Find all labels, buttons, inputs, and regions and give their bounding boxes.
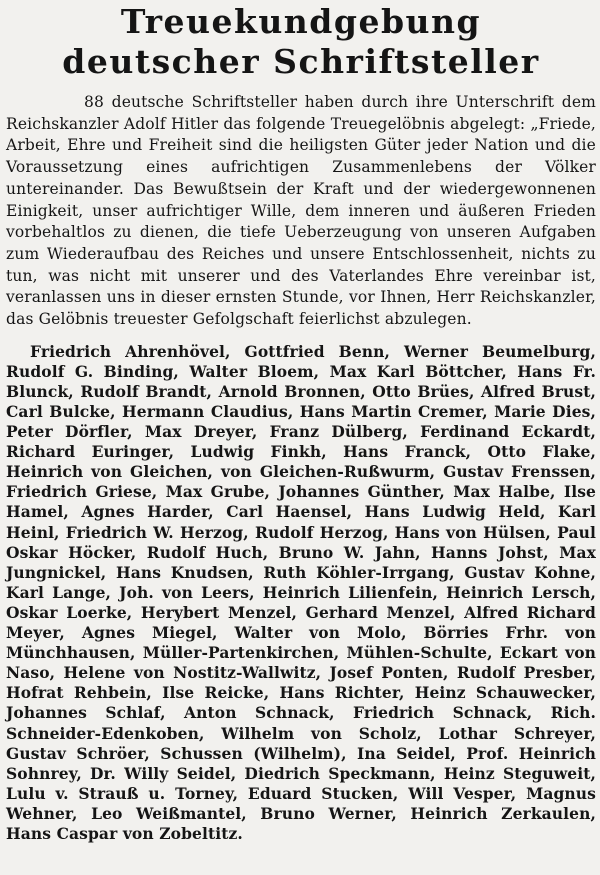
article-headline bbox=[6, 0, 596, 82]
headline-line-2: deutscher Schriftsteller bbox=[62, 42, 540, 81]
headline-line-1: Treuekundgebung bbox=[120, 2, 482, 41]
article-body-paragraph: 88 deutsche Schriftsteller haben durch ihre Unterschrift dem Reichskanzler Adolf Hitler das folgende Treuegelöbnis abgelegt: „Friede, Arbeit, Ehre und Freiheit sind die heiligsten Güter jeder Nation und die Voraussetzung eines aufrichtigen Zusammenlebens der Völker untereinander. Das Bewußtsein der Kraft und der wiedergewonnenen Einigkeit, unser aufrichtiger Wille, dem inneren und äußeren Frieden vorbehaltlos zu dienen, die tiefe Ueberzeugung von unseren Aufgaben zum Wiederaufbau des Reiches und unsere Entschlossenheit, nichts zu tun, was nicht mit unserer und des Vaterlandes Ehre vereinbar ist, veranlassen uns in dieser ernsten Stunde, vor Ihnen, Herr Reichskanzler, das Gelöbnis treuester Gefolgschaft feierlichst abzulegen. bbox=[6, 93, 596, 329]
signatories-list: Friedrich Ahrenhövel, Gottfried Benn, Werner Beumelburg, Rudolf G. Binding, Walter Bloem, Max Karl Böttcher, Hans Fr. Blunck, Rudolf Brandt, Arnold Bronnen, Otto Brües, Alfred Brust, Carl Bulcke, Hermann Claudius, Hans Martin Cremer, Marie Dies, Peter Dörfler, Max Dreyer, Franz Dülberg, Ferdinand Eckardt, Richard Euringer, Ludwig Finkh, Hans Franck, Otto Flake, Heinrich von Gleichen, von Gleichen-Rußwurm, Gustav Frenssen, Friedrich Griese, Max Grube, Johannes Günther, Max Halbe, Ilse Hamel, Agnes Harder, Carl Haensel, Hans Ludwig Held, Karl Heinl, Friedrich W. Herzog, Rudolf Herzog, Hans von Hülsen, Paul Oskar Höcker, Rudolf Huch, Bruno W. Jahn, Hanns Johst, Max Jungnickel, Hans Knudsen, Ruth Köhler-Irrgang, Gustav Kohne, Karl Lange, Joh. von Leers, Heinrich Lilienfein, Heinrich Lersch, Oskar Loerke, Herybert Menzel, Gerhard Menzel, Alfred Richard Meyer, Agnes Miegel, Walter von Molo, Börries Frhr. von Münchhausen, Müller-Partenkirchen, Mühlen-Schulte, Eckart von Naso, Helene von Nostitz-Wallwitz, Josef Ponten, Rudolf Presber, Hofrat Rehbein, Ilse Reicke, Hans Richter, Heinz Schauwecker, Johannes Schlaf, Anton Schnack, Friedrich Schnack, Rich. Schneider-Edenkoben, Wilhelm von Scholz, Lothar Schreyer, Gustav Schröer, Schussen (Wilhelm), Ina Seidel, Prof. Heinrich Sohnrey, Dr. Willy Seidel, Diedrich Speckmann, Heinz Steguweit, Lulu v. Strauß u. Torney, Eduard Stucken, Will Vesper, Magnus Wehner, Leo Weißmantel, Bruno Werner, Heinrich Zerkaulen, Hans Caspar von Zobeltitz. bbox=[6, 341, 596, 843]
